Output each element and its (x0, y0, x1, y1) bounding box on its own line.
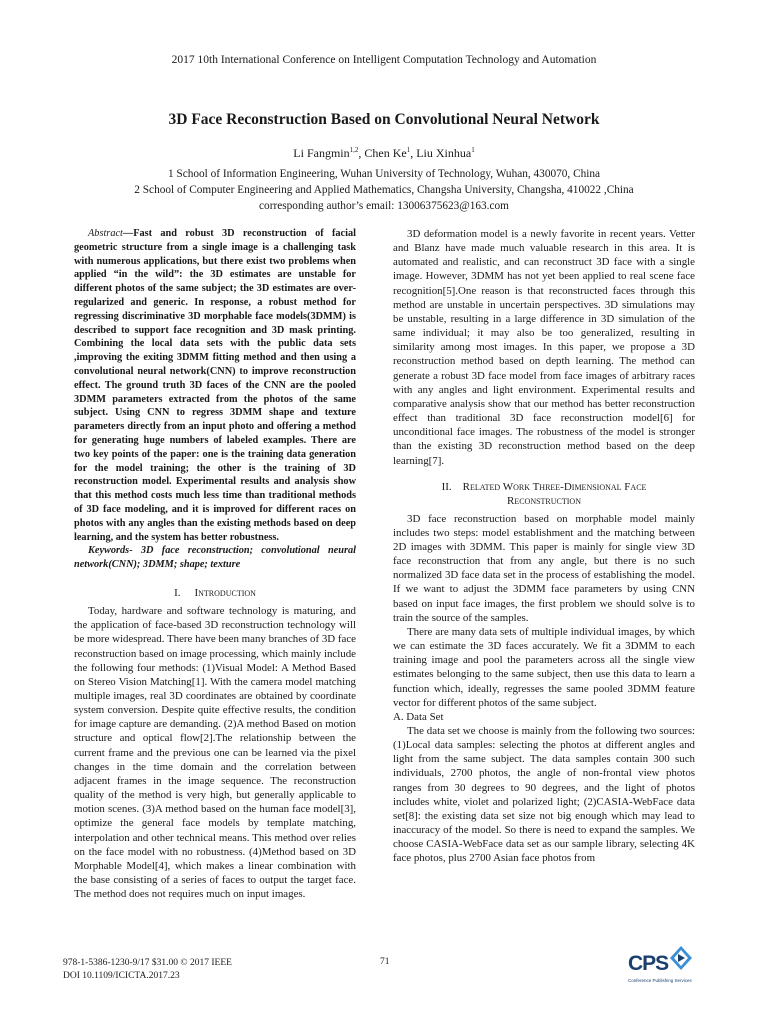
author-affiliation-mark: 1 (406, 146, 411, 154)
left-column (74, 227, 356, 901)
author-separator: , (410, 146, 417, 160)
abstract-text: Fast and robust 3D reconstruction of facial geometric structure from a single image is a challenging task with numerous applications, but there exist two problems when applied “in the wild”: the 3D estimates are unstable for different photos of the same subject; the 3D estimates are over-regularized and generic. In response, a robust method for regressing discriminative 3D morphable face models(3DMM) is described to support face recognition and 3D mask printing. Combining the local data sets with the public data sets ,improving the exiting 3DMM fitting method and then using a convolutional neural network(CNN) to improve reconstruction effect. The ground truth 3D faces of the CNN are the pooled 3DMM parameters extracted from the photos of the same subject. Using CNN to regress 3DMM shape and texture parameters directly from an input photo and offering a method for generating huge numbers of labeled examples. There are two key points of the paper: one is the training data generation for the model training; the other is the training of 3D reconstruction model. Experimental results and analysis show that this method costs much less time than traditional methods of 3D face modeling, and it is improved for different races on photos with any angles than the existing methods based on deep learning, and the system has better robustness. (74, 228, 356, 543)
section-title-line2: Reconstruction (506, 494, 581, 507)
affiliation-2: 2 School of Computer Engineering and Applied Mathematics, Changsha University, Changsha, 410022 ,China (134, 184, 634, 196)
section-heading-introduction (74, 586, 356, 600)
diamond-arrow-icon (670, 946, 692, 970)
author-name: Li Fangmin (293, 146, 350, 160)
right-column (393, 227, 695, 866)
section-title: Introduction (194, 586, 256, 599)
abstract-dash: — (122, 228, 134, 239)
introduction-paragraph: Today, hardware and software technology is maturing, and the application of face-based 3D reconstruction technology will be more widespread. There have been many branches of 3D face reconstruction based on image processing, which mainly include the following four methods: (1)Visual Model: A Method Based on Stereo Vision Matching[1]. With the camera model matching multiple images, real 3D coordinates are obtained by coordinate system conversion. Despite quite effective results, the condition for image capture are demanding. (2)A method Based on motion structure and optical flow[2].The relationship between the current frame and the previous one can be learned via the pixel changes in the time domain and the correlation between adjacent frames in the image sequence. The reconstruction quality of the method is very high, but generally applicable to motion scenes. (3)A method based on the human face model[3], optimize the general face models by template matching, interpolation and other technical means. This method over relies on the face model with no robustness. (4)Method based on 3D Morphable Model[4], which makes a linear combination with the base consisting of a series of faces to output the target face. The method does not requires much on input images. (74, 605, 356, 901)
section-heading-related-work (393, 480, 695, 508)
section-number: II. (441, 480, 452, 493)
logo-subtext: Conference Publishing Services (628, 978, 692, 983)
conference-name: 2017 10th International Conference on Intelligent Computation Technology and Automation (171, 54, 597, 66)
author-name: Liu Xinhua (416, 146, 472, 160)
corresponding-email: corresponding author’s email: 13006375623@163.com (259, 200, 509, 212)
author-separator: , (358, 146, 365, 160)
subsection-heading-data-set: A. Data Set (393, 710, 444, 723)
related-work-paragraph-2: There are many data sets of multiple individual images, by which we can estimate the 3D faces accurately. We fit a 3DMM to each training image and pool the parameters across all the single view estimates belonging to the same subject, then use this data to learn a function which, ideally, regresses the same pooled 3DMM feature vector for different photos of the same subject. (393, 625, 695, 709)
data-set-paragraph: The data set we choose is mainly from the following two sources: (1)Local data samples: selecting the photos at different angles and light from the same subject. The data samples contain 300 such individuals, 2700 photos, the angle of non-frontal view photos ranges from 30 degrees to 90 degrees, and the light of photos includes white, violet and polarized light; (2)CASIA-WebFace data set[8]: the existing data set size not big enough which may lead to inaccuracy of the model. So there is need to expand the samples. We choose CASIA-WebFace data set as our sample library, selecting 4K face photos, plus 2700 Asian face photos from (393, 725, 695, 865)
logo-text: CPS (628, 952, 669, 975)
intro-continued-paragraph: 3D deformation model is a newly favorite in recent years. Vetter and Blanz have made much valuable research in this area. It is automated and realistic, and can reconstruct 3D face with a single image. However, 3DMM has not yet been applied to real scene face recognition[5].One reason is that reconstructed faces through this method are unstable in uncertain perspectives. 3D simulations may be unstable, resulting in a large difference in 3D simulation of the same individual; it may also be too generalized, resulting in similarity among most images. In this paper, we propose a 3D reconstruction method based on depth learning. The method can generate a robust 3D face model from face images of arbitrary races with any angles and light environment. Experimental results and comparative analysis show that our method has better reconstruction effect than traditional 3D face reconstruction model[6] for unconditional face images. The robustness of the model is stronger than the existing 3D reconstruction method based on the deep learning[7]. (393, 228, 695, 467)
footer-publication-info (63, 957, 232, 983)
page-number: 71 (380, 957, 390, 967)
doi-line: DOI 10.1109/ICICTA.2017.23 (63, 971, 180, 981)
section-title-line1: Related Work Three-Dimensional Face (462, 480, 647, 493)
author-affiliation-mark: 1,2 (349, 146, 359, 154)
section-number: I. (174, 586, 181, 599)
affiliation-1: 1 School of Information Engineering, Wuhan University of Technology, Wuhan, 430070, China (167, 168, 601, 180)
abstract (74, 227, 356, 544)
cps-logo (628, 944, 692, 990)
isbn-line: 978-1-5386-1230-9/17 $31.00 © 2017 IEEE (63, 958, 232, 968)
keywords: Keywords- 3D face reconstruction; convolutional neural network(CNN); 3DMM; shape; texture (74, 545, 356, 571)
author-name: Chen Ke (364, 146, 407, 160)
abstract-label: Abstract (88, 228, 123, 239)
author-affiliation-mark: 1 (471, 146, 475, 154)
author-list (0, 146, 768, 161)
related-work-paragraph-1: 3D face reconstruction based on morphable model mainly includes two steps: model establishment and the matching between 2D images with 3DMM. This paper is mainly for single view 3D face reconstruction that from any angle, but there is no such normalized 3D face data set in the process of establishing the model. If we want to adjust the 3DMM face parameters by using CNN based on input face images, the first problem we should solve is to train the source of the samples. (393, 512, 695, 624)
paper-title: 3D Face Reconstruction Based on Convolutional Neural Network (168, 111, 600, 128)
